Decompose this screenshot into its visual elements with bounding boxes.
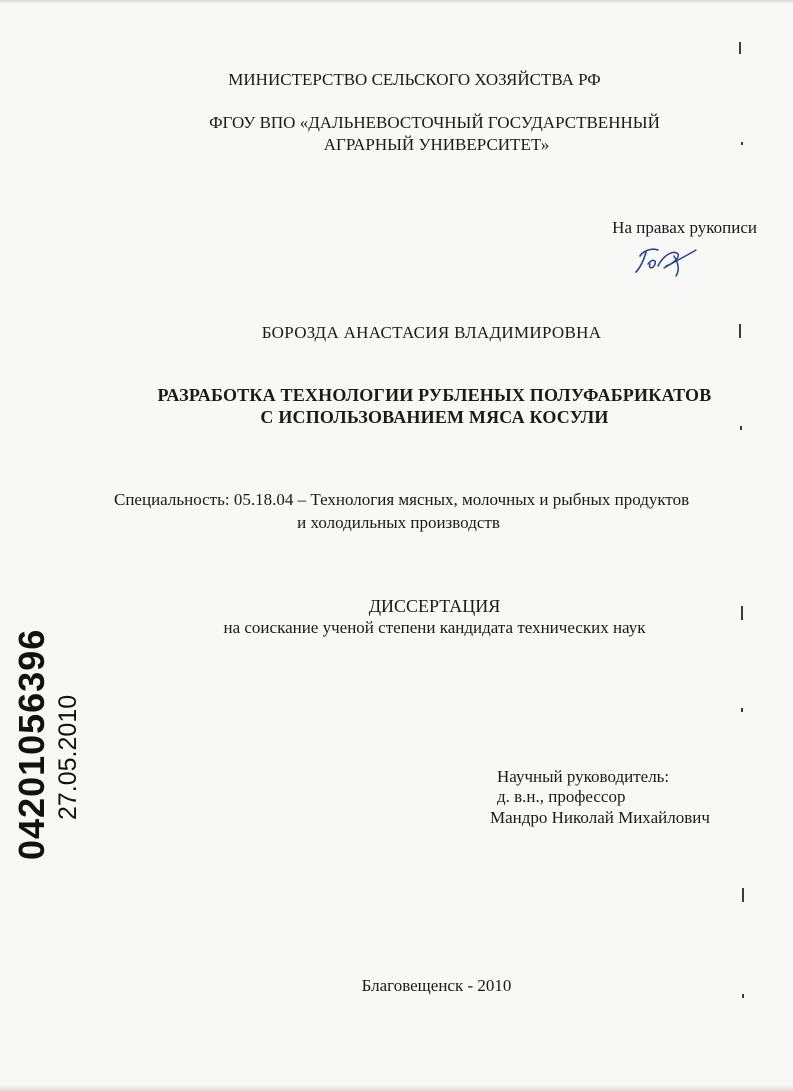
- supervisor-degree: д. в.н., профессор: [497, 787, 626, 806]
- scan-speck: [740, 426, 742, 430]
- manuscript-rights-note: На правах рукописи: [612, 218, 757, 237]
- scan-edge-bottom: [0, 1085, 793, 1091]
- university-name-line2: АГРАРНЫЙ УНИВЕРСИТЕТ»: [323, 135, 550, 154]
- library-stamp: [13, 629, 81, 860]
- dissertation-heading: ДИССЕРТАЦИЯ: [368, 596, 501, 616]
- scan-edge-top: [0, 0, 793, 4]
- supervisor-name: Мандро Николай Михайлович: [490, 808, 710, 827]
- dissertation-title-line1: РАЗРАБОТКА ТЕХНОЛОГИИ РУБЛЕНЫХ ПОЛУФАБРИКАТОВ: [157, 385, 712, 405]
- author-name: БОРОЗДА АНАСТАСИЯ ВЛАДИМИРОВНА: [261, 323, 602, 342]
- library-stamp-date: 27.05.2010: [54, 694, 82, 820]
- specialty-line1: Специальность: 05.18.04 – Технология мясных, молочных и рыбных продуктов: [114, 490, 690, 509]
- dissertation-title-line2: С ИСПОЛЬЗОВАНИЕМ МЯСА КОСУЛИ: [260, 407, 609, 427]
- dissertation-subheading: на соискание ученой степени кандидата технических наук: [223, 618, 646, 637]
- scan-speck: [741, 606, 743, 620]
- university-name-line1: ФГОУ ВПО «ДАЛЬНЕВОСТОЧНЫЙ ГОСУДАРСТВЕННЫЙ: [209, 113, 660, 132]
- handwritten-signature: [634, 244, 698, 278]
- library-stamp-code: 04201056396: [11, 628, 52, 860]
- specialty-line2: и холодильных производств: [297, 513, 500, 532]
- ministry-name: МИНИСТЕРСТВО СЕЛЬСКОГО ХОЗЯЙСТВА РФ: [228, 70, 601, 89]
- scan-speck: [739, 324, 741, 338]
- scan-speck: [741, 708, 743, 712]
- scan-speck: [742, 994, 744, 998]
- city-year: Благовещенск - 2010: [361, 976, 512, 995]
- scan-speck: [741, 142, 743, 145]
- supervisor-label: Научный руководитель:: [497, 767, 670, 786]
- scan-speck: [739, 42, 741, 54]
- scan-speck: [742, 888, 744, 902]
